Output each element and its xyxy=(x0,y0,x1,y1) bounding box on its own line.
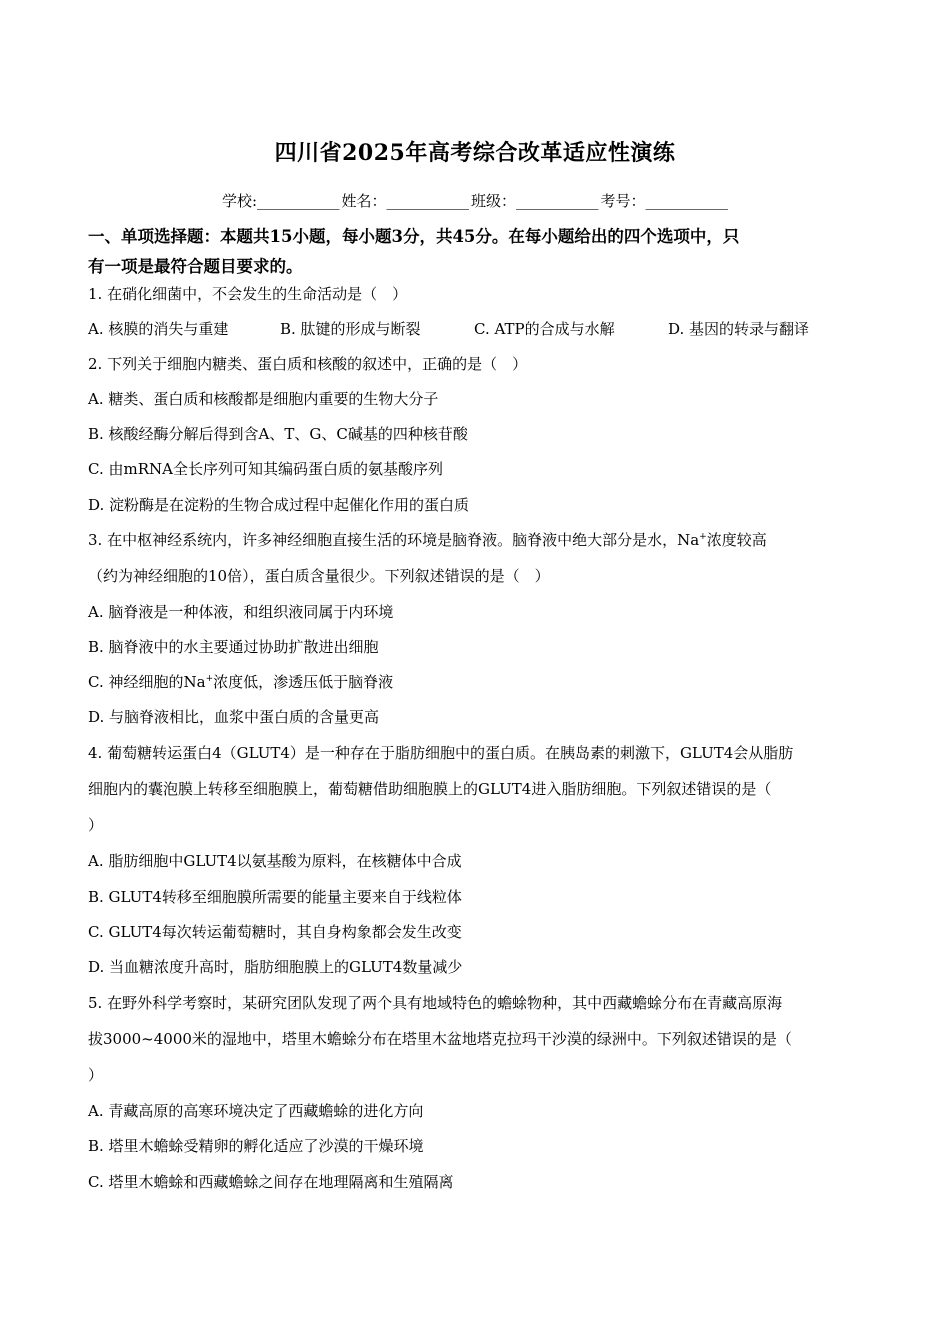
question-2-option-b: B. 核酸经酶分解后得到含A、T、G、C碱基的四种核苷酸 xyxy=(88,425,468,443)
question-3-option-b: B. 脑脊液中的水主要通过协助扩散进出细胞 xyxy=(88,638,379,656)
section-heading-line-1: 一、单项选择题：本题共15小题，每小题3分，共45分。在每小题给出的四个选项中，只 xyxy=(88,227,740,246)
question-3-option-c-text: C. 神经细胞的Na xyxy=(88,673,206,691)
question-5-stem-line-1: 5. 在野外科学考察时，某研究团队发现了两个具有地域特色的蟾蜍物种，其中西藏蟾蜍分布在青藏高原海 xyxy=(88,994,783,1012)
section-heading xyxy=(88,222,863,282)
question-3-stem-line-1 xyxy=(88,529,863,551)
page-title: 四川省2025年高考综合改革适应性演练 xyxy=(274,140,676,166)
question-1-option-b: B. 肽键的形成与断裂 xyxy=(280,320,421,338)
question-1-option-a: A. 核膜的消失与重建 xyxy=(88,320,229,338)
class-field: 班级：___________ xyxy=(471,192,599,210)
superscript-plus: + xyxy=(699,532,707,542)
student-info-line xyxy=(0,190,950,211)
question-2-option-c: C. 由mRNA全长序列可知其编码蛋白质的氨基酸序列 xyxy=(88,460,443,478)
school-field: 学校:___________ xyxy=(221,192,340,210)
question-2-stem: 2. 下列关于细胞内糖类、蛋白质和核酸的叙述中，正确的是（ ） xyxy=(88,355,528,373)
question-3-option-c-text-end: 浓度低，渗透压低于脑脊液 xyxy=(213,673,394,691)
question-1-stem: 1. 在硝化细菌中，不会发生的生命活动是（ ） xyxy=(88,285,408,303)
question-3-option-a: A. 脑脊液是一种体液，和组织液同属于内环境 xyxy=(88,603,394,621)
question-3-option-d: D. 与脑脊液相比，血浆中蛋白质的含量更高 xyxy=(88,708,380,726)
question-4-option-c: C. GLUT4每次转运葡萄糖时，其自身构象都会发生改变 xyxy=(88,923,462,941)
question-3-stem-line-2: （约为神经细胞的10倍），蛋白质含量很少。下列叙述错误的是（ ） xyxy=(88,567,550,585)
superscript-plus: + xyxy=(205,674,214,684)
section-heading-line-2: 有一项是最符合题目要求的。 xyxy=(88,257,303,276)
question-1-option-c: C. ATP的合成与水解 xyxy=(474,320,615,338)
question-1-option-d: D. 基因的转录与翻译 xyxy=(668,320,810,338)
question-4-stem-line-3: ） xyxy=(88,816,104,834)
question-4-option-b: B. GLUT4转移至细胞膜所需要的能量主要来自于线粒体 xyxy=(88,888,462,906)
question-2-option-d: D. 淀粉酶是在淀粉的生物合成过程中起催化作用的蛋白质 xyxy=(88,496,470,514)
question-3-option-c xyxy=(88,671,863,693)
question-2-option-a: A. 糖类、蛋白质和核酸都是细胞内重要的生物大分子 xyxy=(88,390,439,408)
question-5-option-c: C. 塔里木蟾蜍和西藏蟾蜍之间存在地理隔离和生殖隔离 xyxy=(88,1173,454,1191)
question-5-option-b: B. 塔里木蟾蜍受精卵的孵化适应了沙漠的干燥环境 xyxy=(88,1137,424,1155)
question-5-stem-line-3: ） xyxy=(88,1066,104,1084)
question-4-stem-line-1: 4. 葡萄糖转运蛋白4（GLUT4）是一种存在于脂肪细胞中的蛋白质。在胰岛素的刺激下，GLUT4会从脂肪 xyxy=(88,744,794,762)
question-3-stem-text-end: 浓度较高 xyxy=(706,531,767,549)
question-5-stem-line-2: 拔3000~4000米的湿地中，塔里木蟾蜍分布在塔里木盆地塔克拉玛干沙漠的绿洲中。下列叙述错误的是（ xyxy=(88,1030,792,1048)
number-field: 考号：___________ xyxy=(600,192,729,210)
name-field: 姓名：___________ xyxy=(341,192,470,210)
question-4-option-d: D. 当血糖浓度升高时，脂肪细胞膜上的GLUT4数量减少 xyxy=(88,958,463,976)
question-4-stem-line-2: 细胞内的囊泡膜上转移至细胞膜上，葡萄糖借助细胞膜上的GLUT4进入脂肪细胞。下列叙述错误的是（ xyxy=(88,780,772,798)
question-4-option-a: A. 脂肪细胞中GLUT4以氨基酸为原料，在核糖体中合成 xyxy=(88,852,462,870)
question-3-stem-text: 3. 在中枢神经系统内，许多神经细胞直接生活的环境是脑脊液。脑脊液中绝大部分是水，Na xyxy=(88,531,700,549)
question-5-option-a: A. 青藏高原的高寒环境决定了西藏蟾蜍的进化方向 xyxy=(88,1102,424,1120)
